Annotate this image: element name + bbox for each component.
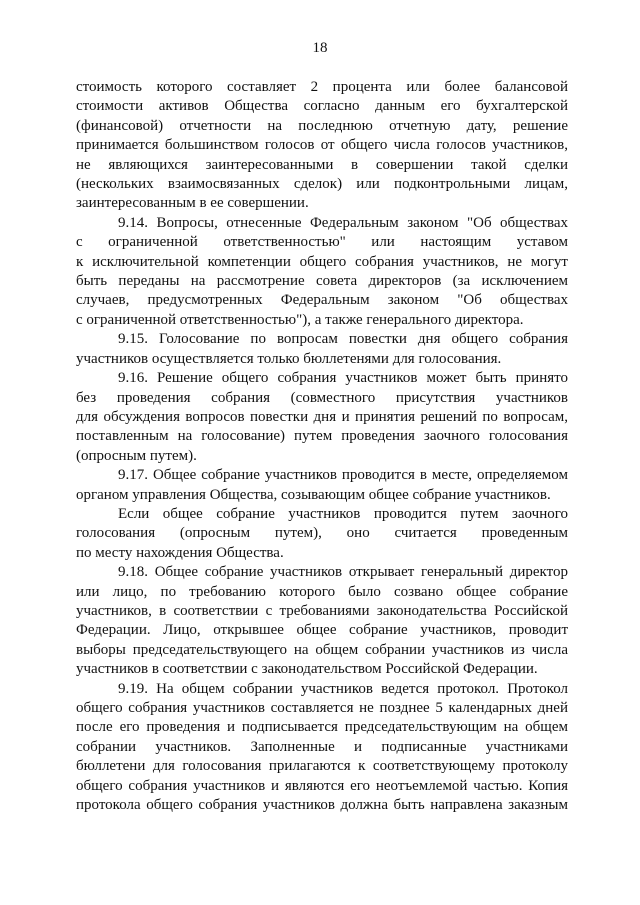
text-line: (финансовой) отчетности на последнюю отчетную дату, решение xyxy=(76,117,568,134)
clause-9-19 xyxy=(76,680,568,816)
text-line: принимается большинством голосов от общего числа голосов участников, xyxy=(76,137,568,154)
text-line: 9.14. Вопросы, отнесенные Федеральным законом "Об обществах xyxy=(118,214,568,231)
document-body xyxy=(76,78,568,815)
text-line: участников осуществляется только бюллетенями для голосования. xyxy=(76,350,502,367)
text-line: собрании участников. Заполненные и подписанные участниками xyxy=(76,738,568,755)
text-line: поставленным на голосование) путем проведения заочного голосования xyxy=(76,428,568,445)
text-line: стоимость которого составляет 2 процента или более балансовой xyxy=(76,79,568,95)
text-line: 9.18. Общее собрание участников открывает генеральный директор xyxy=(118,564,568,581)
text-line: бюллетени для голосования прилагаются к соответствующему протоколу xyxy=(76,758,568,775)
text-line: случаев, предусмотренных Федеральным законом "Об обществах xyxy=(76,292,568,309)
text-line: Если общее собрание участников проводится путем заочного xyxy=(118,505,568,522)
text-line: выборы председательствующего на общем собрании участников из числа xyxy=(76,641,568,658)
text-line: общего собрания участников и являются его неотъемлемой частью. Копия xyxy=(76,777,568,794)
page-number: 18 xyxy=(312,40,328,56)
text-line: для обсуждения вопросов повестки дня и принятия решений по вопросам, xyxy=(76,408,568,425)
clause-9-17 xyxy=(76,466,568,505)
clause-9-14 xyxy=(76,214,568,330)
text-line: с ограниченной ответственностью"), а также генерального директора. xyxy=(76,311,524,328)
text-line: (опросным путем). xyxy=(76,447,197,464)
text-line: заинтересованным в ее совершении. xyxy=(76,195,309,212)
text-line: общего собрания участников составляется не позднее 5 календарных дней xyxy=(76,700,568,716)
text-line: после его проведения и подписывается председательствующим на общем xyxy=(76,719,568,736)
text-line: быть переданы на рассмотрение совета директоров (за исключением xyxy=(76,273,568,290)
text-line: или лицо, по требованию которого было созвано общее собрание xyxy=(76,583,568,600)
text-line: без проведения собрания (совместного присутствия участников xyxy=(76,389,568,406)
text-line: не являющихся заинтересованными в совершении такой сделки xyxy=(76,156,568,173)
text-line: голосования (опросным путем), оно считается проведенным xyxy=(76,525,568,542)
text-line: 9.19. На общем собрании участников ведется протокол. Протокол xyxy=(118,680,568,697)
text-line: (нескольких взаимосвязанных сделок) или подконтрольными лицам, xyxy=(76,176,568,193)
clause-9-16 xyxy=(76,369,568,466)
text-line: 9.16. Решение общего собрания участников может быть принято xyxy=(118,370,568,387)
text-line: органом управления Общества, созывающим общее собрание участников. xyxy=(76,486,551,503)
clause-9-18 xyxy=(76,563,568,679)
text-line: с ограниченной ответственностью" или настоящим уставом xyxy=(76,234,568,251)
paragraph-continued-from-previous-page xyxy=(76,78,568,214)
clause-9-17-second-paragraph xyxy=(76,505,568,563)
text-line: участников, в соответствии с требованиями законодательства Российской xyxy=(76,602,568,619)
text-line: Федерации. Лицо, открывшее общее собрание участников, проводит xyxy=(76,622,568,639)
text-line: участников в соответствии с законодательством Российской Федерации. xyxy=(76,661,538,678)
text-line: протокола общего собрания участников должна быть направлена заказным xyxy=(76,797,568,814)
text-line: 9.15. Голосование по вопросам повестки дня общего собрания xyxy=(118,331,568,348)
text-line: по месту нахождения Общества. xyxy=(76,544,284,561)
text-line: стоимости активов Общества согласно данным его бухгалтерской xyxy=(76,98,568,115)
clause-9-15 xyxy=(76,330,568,369)
text-line: к исключительной компетенции общего собрания участников, не могут xyxy=(76,253,568,270)
text-line: 9.17. Общее собрание участников проводится в месте, определяемом xyxy=(118,467,568,484)
